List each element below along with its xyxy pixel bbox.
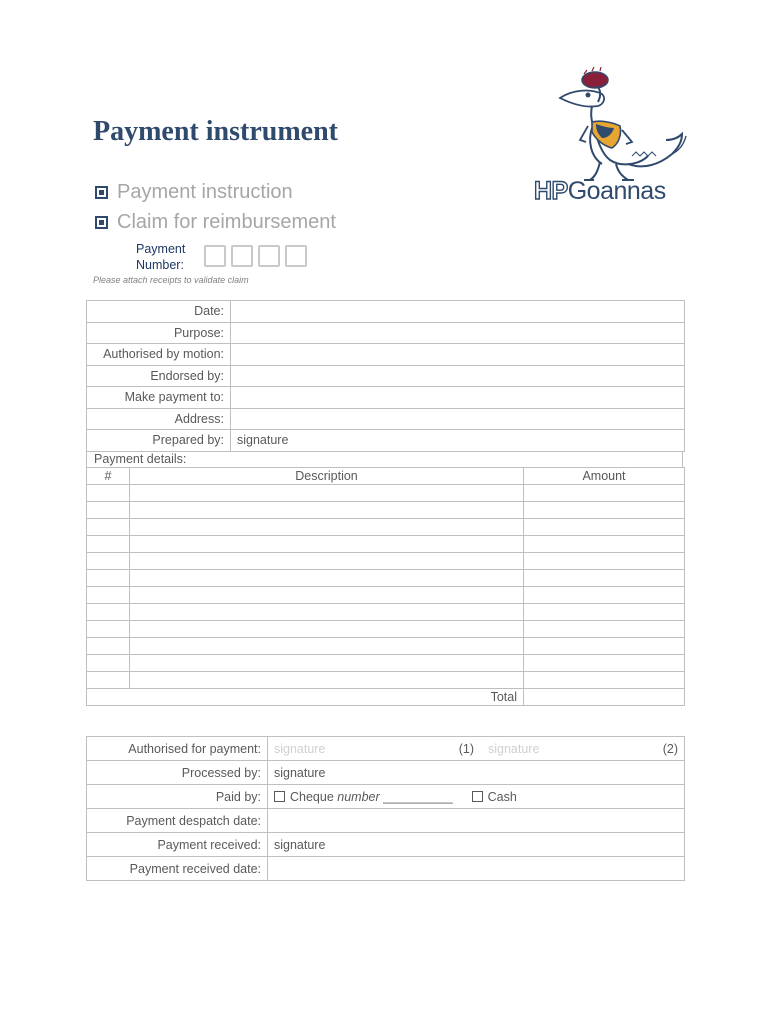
description-cell[interactable]	[130, 587, 524, 604]
description-cell[interactable]	[130, 536, 524, 553]
line-number-cell[interactable]	[87, 655, 130, 672]
total-amount-cell[interactable]	[524, 689, 685, 706]
payment-received-date-field[interactable]	[268, 857, 685, 881]
endorsed-by-field[interactable]	[231, 365, 685, 387]
date-field[interactable]	[231, 301, 685, 323]
cheque-checkbox[interactable]	[274, 791, 285, 802]
authorisation-table	[86, 736, 685, 881]
payment-received-signature-field[interactable]: signature	[268, 833, 685, 857]
table-row	[87, 604, 685, 621]
payment-despatch-date-label: Payment despatch date:	[87, 809, 268, 833]
table-row	[87, 621, 685, 638]
page-title: Payment instrument	[93, 116, 338, 147]
authorised-for-payment-row	[87, 737, 685, 761]
authorised-by-motion-label: Authorised by motion:	[87, 344, 231, 366]
date-label: Date:	[87, 301, 231, 323]
description-cell[interactable]	[130, 672, 524, 689]
description-cell[interactable]	[130, 604, 524, 621]
line-number-cell[interactable]	[87, 621, 130, 638]
payment-number-digit-4[interactable]	[285, 245, 307, 267]
payment-received-date-label: Payment received date:	[87, 857, 268, 881]
payment-details-table	[86, 467, 685, 706]
address-label: Address:	[87, 408, 231, 430]
amount-cell[interactable]	[524, 485, 685, 502]
amount-cell[interactable]	[524, 604, 685, 621]
table-row	[87, 553, 685, 570]
table-row	[87, 587, 685, 604]
attach-receipts-note: Please attach receipts to validate claim	[93, 275, 249, 285]
signature-2-field[interactable]: signature (2)	[488, 741, 678, 756]
paid-by-options	[268, 785, 685, 809]
amount-cell[interactable]	[524, 638, 685, 655]
table-row	[87, 655, 685, 672]
description-cell[interactable]	[130, 485, 524, 502]
payment-number-boxes[interactable]	[204, 245, 312, 267]
amount-cell[interactable]	[524, 621, 685, 638]
description-cell[interactable]	[130, 621, 524, 638]
payment-number-digit-1[interactable]	[204, 245, 226, 267]
authorised-for-payment-label: Authorised for payment:	[87, 737, 268, 761]
paid-by-label: Paid by:	[87, 785, 268, 809]
amount-cell[interactable]	[524, 502, 685, 519]
payment-received-label: Payment received:	[87, 833, 268, 857]
signature-1-field[interactable]: signature (1)	[274, 741, 474, 756]
amount-cell[interactable]	[524, 536, 685, 553]
description-cell[interactable]	[130, 553, 524, 570]
purpose-label: Purpose:	[87, 322, 231, 344]
processed-by-signature-field[interactable]: signature	[268, 761, 685, 785]
cheque-option[interactable]: Cheque number __________	[274, 790, 453, 804]
line-number-cell[interactable]	[87, 672, 130, 689]
table-row	[87, 672, 685, 689]
line-number-cell[interactable]	[87, 587, 130, 604]
claim-reimbursement-checkbox[interactable]	[95, 216, 108, 229]
payment-number-digit-3[interactable]	[258, 245, 280, 267]
hpgoannas-wordmark: HPGoannas	[534, 177, 666, 205]
purpose-field[interactable]	[231, 322, 685, 344]
table-row	[87, 638, 685, 655]
paid-by-row	[87, 785, 685, 809]
column-header-description: Description	[130, 468, 524, 485]
claim-details-table	[86, 300, 685, 452]
line-number-cell[interactable]	[87, 485, 130, 502]
payment-details-heading: Payment details:	[86, 451, 683, 467]
payment-instruction-option[interactable]	[95, 180, 293, 204]
endorsed-by-label: Endorsed by:	[87, 365, 231, 387]
prepared-by-label: Prepared by:	[87, 430, 231, 452]
make-payment-to-label: Make payment to:	[87, 387, 231, 409]
payment-despatch-date-field[interactable]	[268, 809, 685, 833]
make-payment-to-field[interactable]	[231, 387, 685, 409]
cash-checkbox[interactable]	[472, 791, 483, 802]
line-number-cell[interactable]	[87, 536, 130, 553]
payment-received-date-row	[87, 857, 685, 881]
description-cell[interactable]	[130, 638, 524, 655]
description-cell[interactable]	[130, 655, 524, 672]
detail-row-endorsed-by	[87, 365, 685, 387]
line-number-cell[interactable]	[87, 502, 130, 519]
detail-row-authorised-by-motion	[87, 344, 685, 366]
claim-reimbursement-label: Claim for reimbursement	[117, 210, 336, 233]
processed-by-row	[87, 761, 685, 785]
table-row	[87, 570, 685, 587]
cash-option[interactable]: Cash	[472, 790, 517, 804]
table-row	[87, 536, 685, 553]
amount-cell[interactable]	[524, 587, 685, 604]
payment-instruction-label: Payment instruction	[117, 180, 293, 203]
detail-row-purpose	[87, 322, 685, 344]
detail-row-make-payment-to	[87, 387, 685, 409]
amount-cell[interactable]	[524, 672, 685, 689]
authorised-signatures-cell	[268, 737, 685, 761]
payment-number-label: Payment Number:	[136, 242, 186, 272]
table-row	[87, 485, 685, 502]
detail-row-address	[87, 408, 685, 430]
payment-number-digit-2[interactable]	[231, 245, 253, 267]
claim-reimbursement-option[interactable]	[95, 210, 336, 234]
payment-received-row	[87, 833, 685, 857]
payment-instruction-checkbox[interactable]	[95, 186, 108, 199]
line-number-cell[interactable]	[87, 519, 130, 536]
description-cell[interactable]	[130, 502, 524, 519]
column-header-number: #	[87, 468, 130, 485]
payment-despatch-date-row	[87, 809, 685, 833]
authorised-by-motion-field[interactable]	[231, 344, 685, 366]
total-row	[87, 689, 685, 706]
line-number-cell[interactable]	[87, 604, 130, 621]
table-row	[87, 502, 685, 519]
column-header-amount: Amount	[524, 468, 685, 485]
detail-row-date	[87, 301, 685, 323]
description-cell[interactable]	[130, 519, 524, 536]
amount-cell[interactable]	[524, 655, 685, 672]
line-number-cell[interactable]	[87, 638, 130, 655]
amount-cell[interactable]	[524, 519, 685, 536]
total-label: Total	[87, 689, 524, 706]
amount-cell[interactable]	[524, 553, 685, 570]
detail-row-prepared-by	[87, 430, 685, 452]
prepared-by-signature-field[interactable]: signature	[231, 430, 685, 452]
description-cell[interactable]	[130, 570, 524, 587]
line-number-cell[interactable]	[87, 570, 130, 587]
address-field[interactable]	[231, 408, 685, 430]
payment-details-header-row	[87, 468, 685, 485]
amount-cell[interactable]	[524, 570, 685, 587]
table-row	[87, 519, 685, 536]
line-number-cell[interactable]	[87, 553, 130, 570]
processed-by-label: Processed by:	[87, 761, 268, 785]
cheque-number-field[interactable]: __________	[383, 789, 453, 804]
